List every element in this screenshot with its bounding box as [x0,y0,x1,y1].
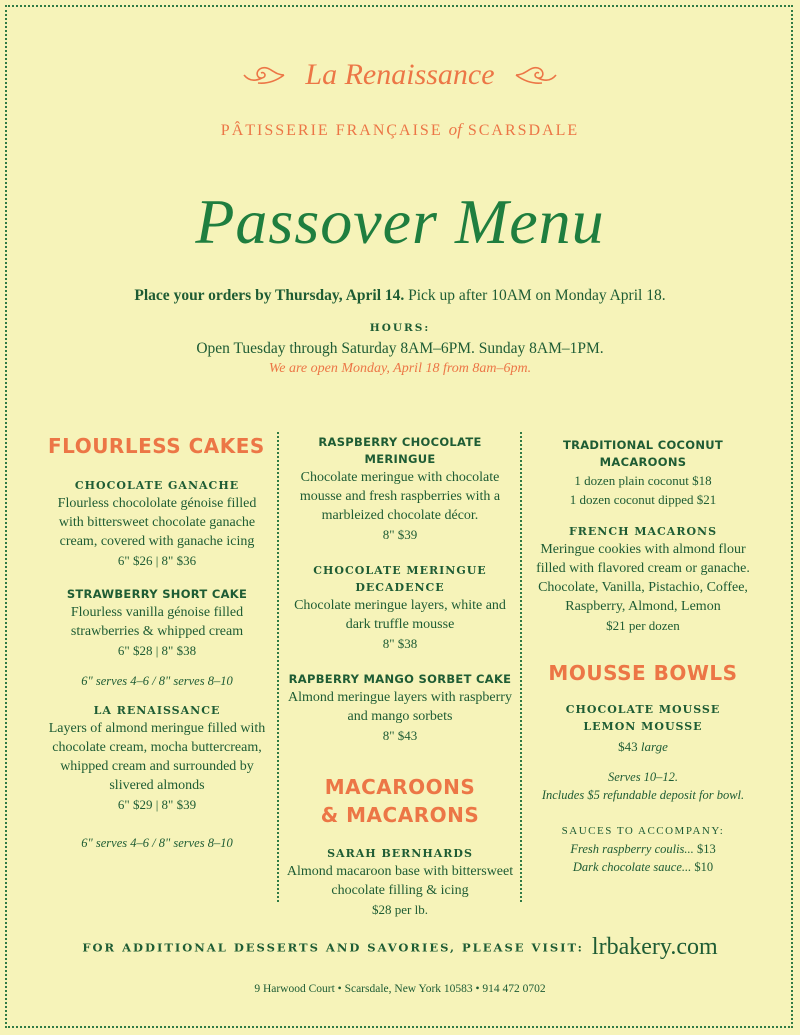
hours-note: We are open Monday, April 18 from 8am–6pm. [268,361,532,376]
tagline [0,120,800,140]
sauce-name: Dark chocolate sauce... [572,860,692,874]
item-price: 6" $26 | 8" $36 [117,553,197,568]
serving-note: Serves 10–12. [607,770,679,784]
flourish-left-icon [240,62,288,88]
column-divider [520,432,522,902]
item-name: RAPBERRY MANGO SORBET CAKE [288,672,512,686]
item-name: LA RENAISSANCE [93,704,221,717]
item-price [528,737,758,756]
item-price: 8" $38 [382,636,418,651]
section-heading-macarons: & MACARONS [320,803,480,827]
item-name: TRADITIONAL COCONUT MACAROONS [562,438,724,469]
item-price: 8" $43 [382,728,418,743]
sauce-name: Fresh raspberry coulis... [570,842,694,856]
deposit-note: Includes $5 refundable deposit for bowl. [541,788,745,802]
section-heading-macaroons: MACAROONS [324,775,476,799]
item-description: Flourless vanilla génoise filled strawberries & whipped cream [70,605,244,639]
meringue-column [286,434,514,919]
item-price: 6" $28 | 8" $38 [117,643,197,658]
item-name: FRENCH MACARONS [568,525,718,538]
item-name: LEMON MOUSSE [583,720,703,733]
tagline-part-b: SCARSDALE [467,122,580,139]
sauces-label: SAUCES TO ACCOMPANY: [561,825,725,837]
item-name: STRAWBERRY SHORT CAKE [66,587,248,601]
website-link[interactable]: lrbakery.com [591,934,718,960]
item-description: Chocolate meringue layers, white and dark truffle mousse [294,598,506,632]
footer-visit-text: FOR ADDITIONAL DESSERTS AND SAVORIES, PLEASE VISIT: [82,940,584,955]
item-name: CHOCOLATE GANACHE [74,479,240,492]
hours-label: HOURS: [369,322,431,334]
mousse-price: $43 [618,739,638,754]
menu-title: Passover Menu [195,186,605,257]
sauce-line [528,858,758,876]
item-price: 6" $29 | 8" $39 [117,797,197,812]
column-divider [277,432,279,902]
item-description: Layers of almond meringue filled with chocolate cream, mocha buttercream, whipped cream and surrounded by slivered almonds [48,721,266,793]
flourish-right-icon [512,62,560,88]
flourless-cakes-column [48,432,266,852]
footer-visit [0,934,800,961]
pickup-info: Pick up after 10AM on Monday April 18. [408,287,666,304]
section-heading-flourless-cakes: FLOURLESS CAKES [48,434,265,458]
order-deadline: Place your orders by Thursday, April 14. [134,287,405,304]
item-name: SARAH BERNHARDS [327,847,473,860]
item-price: $21 per dozen [606,618,680,633]
section-heading-mousse-bowls: MOUSSE BOWLS [548,661,738,685]
sauce-line [528,840,758,858]
item-name: RASPBERRY CHOCOLATE MERINGUE [318,435,482,466]
item-price-line: 1 dozen coconut dipped $21 [569,492,717,507]
item-price: 8" $39 [382,527,418,542]
item-description: Meringue cookies with almond flour filled with flavored cream or ganache. Chocolate, Vanilla, Pistachio, Coffee, Raspberry, Almond, Lemon [536,542,750,614]
item-name: CHOCOLATE MERINGUE DECADENCE [313,564,487,594]
tagline-of: of [448,120,462,139]
sauce-price: $10 [694,860,714,874]
macaroons-mousse-column [528,437,758,876]
brand-logo [0,56,800,92]
item-description: Almond meringue layers with raspberry and mango sorbets [288,690,512,724]
item-description: Flourless chocololate génoise filled with bittersweet chocolate ganache cream, covered with ganache icing [57,496,257,549]
item-description: Almond macaroon base with bittersweet chocolate filling & icing [286,864,514,898]
brand-name: La Renaissance [305,58,495,92]
address-line: 9 Harwood Court • Scarsdale, New York 10583 • 914 472 0702 [254,983,546,995]
mousse-size: large [640,739,668,754]
tagline-part-a: PÂTISSERIE FRANÇAISE [220,122,443,139]
hours-line: Open Tuesday through Saturday 8AM–6PM. Sunday 8AM–1PM. [196,340,604,357]
item-price: $28 per lb. [372,902,428,917]
serving-note: 6" serves 4–6 / 8" serves 8–10 [81,836,233,850]
serving-note: 6" serves 4–6 / 8" serves 8–10 [81,674,233,688]
sauce-price: $13 [696,842,716,856]
item-description: Chocolate meringue with chocolate mousse and fresh raspberries with a marbleized chocolate décor. [299,470,501,523]
item-name: CHOCOLATE MOUSSE [565,703,721,716]
order-instructions [0,287,800,305]
item-price-line: 1 dozen plain coconut $18 [574,473,712,488]
